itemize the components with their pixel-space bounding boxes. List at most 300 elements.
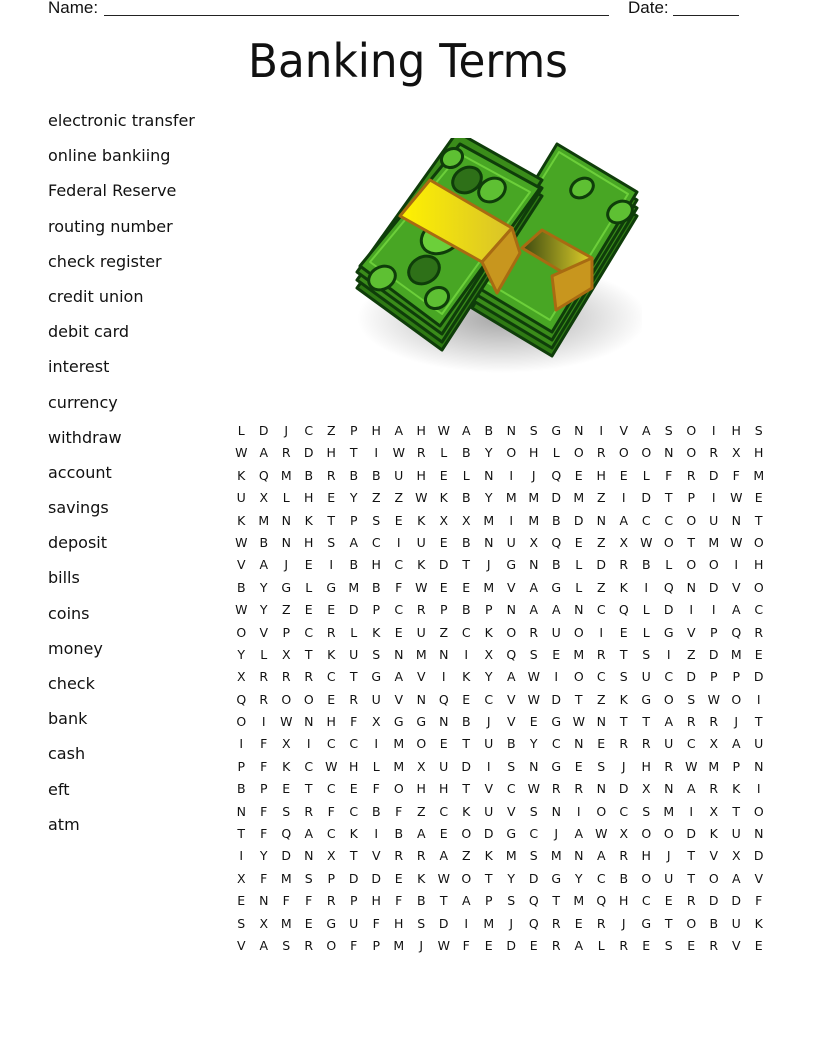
grid-cell[interactable]: K (619, 579, 628, 595)
grid-cell[interactable]: Z (596, 534, 606, 550)
grid-cell[interactable]: X (326, 848, 336, 864)
grid-cell[interactable]: B (416, 893, 426, 909)
grid-cell[interactable]: I (621, 490, 626, 506)
grid-cell[interactable]: E (327, 602, 336, 618)
grid-cell[interactable]: P (349, 423, 358, 438)
grid-cell[interactable]: C (394, 602, 404, 618)
grid-cell[interactable]: I (576, 803, 581, 819)
grid-cell[interactable]: N (281, 512, 291, 528)
grid-cell[interactable]: D (753, 669, 764, 685)
grid-cell[interactable]: R (664, 758, 674, 774)
grid-cell[interactable]: C (596, 602, 606, 618)
grid-cell[interactable]: S (529, 803, 538, 819)
grid-cell[interactable]: S (507, 758, 516, 774)
grid-cell[interactable]: H (349, 758, 359, 774)
grid-cell[interactable]: I (239, 848, 244, 864)
grid-cell[interactable]: B (236, 579, 246, 595)
grid-cell[interactable]: O (686, 423, 697, 438)
grid-cell[interactable]: B (484, 423, 494, 438)
grid-cell[interactable]: H (754, 557, 764, 573)
grid-cell[interactable]: R (619, 557, 629, 573)
grid-cell[interactable]: L (372, 758, 380, 774)
grid-cell[interactable]: N (281, 534, 291, 550)
grid-cell[interactable]: X (416, 758, 426, 774)
grid-cell[interactable]: N (506, 602, 516, 618)
grid-cell[interactable]: Y (484, 669, 493, 685)
grid-cell[interactable]: U (371, 691, 381, 707)
grid-cell[interactable]: M (573, 646, 585, 662)
grid-cell[interactable]: V (506, 803, 516, 819)
grid-cell[interactable]: P (732, 758, 741, 774)
grid-cell[interactable]: O (708, 870, 719, 886)
grid-cell[interactable]: F (350, 937, 358, 953)
grid-cell[interactable]: C (304, 624, 314, 640)
grid-cell[interactable]: A (259, 937, 269, 953)
grid-cell[interactable]: W (527, 781, 540, 797)
grid-cell[interactable]: U (439, 758, 449, 774)
grid-cell[interactable]: A (394, 423, 404, 438)
grid-cell[interactable]: D (438, 915, 449, 931)
grid-cell[interactable]: T (462, 781, 471, 797)
grid-cell[interactable]: U (551, 624, 561, 640)
grid-cell[interactable]: K (462, 669, 471, 685)
grid-cell[interactable]: F (665, 467, 673, 483)
grid-cell[interactable]: N (754, 826, 764, 842)
grid-cell[interactable]: H (529, 445, 539, 461)
grid-cell[interactable]: Y (349, 490, 358, 506)
grid-cell[interactable]: I (599, 423, 604, 438)
grid-cell[interactable]: R (619, 848, 629, 864)
grid-cell[interactable]: O (461, 826, 472, 842)
grid-cell[interactable]: J (284, 423, 289, 438)
grid-cell[interactable]: A (619, 512, 629, 528)
grid-cell[interactable]: A (461, 423, 471, 438)
grid-cell[interactable]: M (505, 848, 517, 864)
grid-cell[interactable]: M (663, 803, 675, 819)
grid-cell[interactable]: Q (618, 602, 629, 618)
grid-cell[interactable]: N (731, 512, 741, 528)
grid-cell[interactable]: X (259, 915, 269, 931)
grid-cell[interactable]: I (554, 669, 559, 685)
grid-cell[interactable]: O (753, 534, 764, 550)
grid-cell[interactable]: W (437, 423, 450, 438)
grid-cell[interactable]: S (372, 646, 381, 662)
grid-cell[interactable]: D (596, 557, 607, 573)
grid-cell[interactable]: D (483, 826, 494, 842)
grid-cell[interactable]: N (236, 803, 246, 819)
grid-cell[interactable]: H (641, 758, 651, 774)
grid-cell[interactable]: G (506, 557, 517, 573)
grid-cell[interactable]: M (708, 758, 720, 774)
grid-cell[interactable]: U (349, 915, 359, 931)
grid-cell[interactable]: D (753, 848, 764, 864)
grid-cell[interactable]: F (260, 758, 268, 774)
grid-cell[interactable]: I (374, 445, 379, 461)
grid-cell[interactable]: R (281, 445, 291, 461)
grid-cell[interactable]: Z (326, 423, 336, 438)
grid-cell[interactable]: L (597, 937, 605, 953)
grid-cell[interactable]: N (596, 714, 606, 730)
grid-cell[interactable]: T (619, 646, 628, 662)
grid-cell[interactable]: X (439, 512, 449, 528)
grid-cell[interactable]: S (664, 937, 673, 953)
grid-cell[interactable]: G (416, 714, 427, 730)
grid-cell[interactable]: I (239, 736, 244, 752)
grid-cell[interactable]: A (461, 893, 471, 909)
grid-cell[interactable]: O (393, 781, 404, 797)
grid-cell[interactable]: I (374, 736, 379, 752)
grid-cell[interactable]: T (439, 893, 448, 909)
grid-cell[interactable]: P (237, 758, 246, 774)
grid-cell[interactable]: U (416, 624, 426, 640)
grid-cell[interactable]: Q (506, 646, 517, 662)
grid-cell[interactable]: U (664, 736, 674, 752)
grid-cell[interactable]: I (711, 490, 716, 506)
grid-cell[interactable]: A (529, 579, 539, 595)
grid-cell[interactable]: O (236, 624, 247, 640)
grid-cell[interactable]: O (506, 445, 517, 461)
grid-cell[interactable]: M (528, 512, 540, 528)
grid-cell[interactable]: C (596, 870, 606, 886)
grid-cell[interactable]: M (528, 490, 540, 506)
grid-cell[interactable]: D (641, 490, 652, 506)
grid-cell[interactable]: G (641, 915, 652, 931)
grid-cell[interactable]: W (235, 534, 248, 550)
grid-cell[interactable]: R (259, 669, 269, 685)
grid-cell[interactable]: H (394, 915, 404, 931)
grid-cell[interactable]: G (551, 423, 562, 438)
grid-cell[interactable]: C (349, 736, 359, 752)
grid-cell[interactable]: D (461, 758, 472, 774)
grid-cell[interactable]: B (641, 557, 651, 573)
grid-cell[interactable]: U (394, 467, 404, 483)
grid-cell[interactable]: S (642, 803, 651, 819)
grid-cell[interactable]: C (506, 781, 516, 797)
grid-cell[interactable]: O (303, 691, 314, 707)
grid-cell[interactable]: D (686, 669, 697, 685)
grid-cell[interactable]: M (280, 467, 292, 483)
grid-cell[interactable]: C (529, 826, 539, 842)
grid-cell[interactable]: D (663, 602, 674, 618)
grid-cell[interactable]: N (304, 714, 314, 730)
grid-cell[interactable]: B (371, 579, 381, 595)
grid-cell[interactable]: V (686, 624, 696, 640)
grid-cell[interactable]: Z (394, 490, 404, 506)
grid-cell[interactable]: I (306, 736, 311, 752)
grid-cell[interactable]: M (280, 915, 292, 931)
grid-cell[interactable]: T (349, 445, 358, 461)
grid-cell[interactable]: M (393, 736, 405, 752)
grid-cell[interactable]: R (304, 803, 314, 819)
grid-cell[interactable]: B (394, 826, 404, 842)
grid-cell[interactable]: Y (259, 848, 268, 864)
grid-cell[interactable]: N (484, 534, 494, 550)
grid-cell[interactable]: I (644, 579, 649, 595)
grid-cell[interactable]: E (304, 915, 313, 931)
grid-cell[interactable]: E (754, 646, 763, 662)
grid-cell[interactable]: C (349, 803, 359, 819)
grid-cell[interactable]: G (506, 826, 517, 842)
grid-cell[interactable]: F (260, 870, 268, 886)
grid-cell[interactable]: E (574, 915, 583, 931)
grid-cell[interactable]: F (732, 467, 740, 483)
grid-cell[interactable]: N (416, 691, 426, 707)
grid-cell[interactable]: O (708, 557, 719, 573)
grid-cell[interactable]: D (371, 870, 382, 886)
grid-cell[interactable]: O (641, 870, 652, 886)
grid-cell[interactable]: R (416, 848, 426, 864)
grid-cell[interactable]: E (439, 736, 448, 752)
grid-cell[interactable]: S (327, 534, 336, 550)
grid-cell[interactable]: U (416, 534, 426, 550)
grid-cell[interactable]: Z (439, 624, 449, 640)
grid-cell[interactable]: X (619, 534, 629, 550)
grid-cell[interactable]: H (326, 714, 336, 730)
grid-cell[interactable]: H (416, 781, 426, 797)
grid-cell[interactable]: G (551, 870, 562, 886)
grid-cell[interactable]: P (327, 870, 336, 886)
grid-cell[interactable]: O (461, 870, 472, 886)
grid-cell[interactable]: Y (237, 646, 246, 662)
grid-cell[interactable]: P (709, 669, 718, 685)
grid-cell[interactable]: O (663, 534, 674, 550)
grid-cell[interactable]: S (282, 937, 291, 953)
grid-cell[interactable]: E (304, 557, 313, 573)
grid-cell[interactable]: E (754, 937, 763, 953)
grid-cell[interactable]: O (326, 937, 337, 953)
grid-cell[interactable]: X (709, 803, 719, 819)
grid-cell[interactable]: L (350, 624, 358, 640)
grid-cell[interactable]: H (731, 423, 741, 438)
grid-cell[interactable]: G (663, 624, 674, 640)
grid-cell[interactable]: R (596, 915, 606, 931)
grid-cell[interactable]: A (506, 669, 516, 685)
grid-cell[interactable]: Q (596, 893, 607, 909)
grid-cell[interactable]: W (415, 579, 428, 595)
grid-cell[interactable]: T (754, 512, 763, 528)
grid-cell[interactable]: A (259, 445, 269, 461)
grid-cell[interactable]: Y (529, 736, 538, 752)
grid-cell[interactable]: J (531, 467, 536, 483)
grid-cell[interactable]: S (529, 646, 538, 662)
grid-cell[interactable]: E (642, 937, 651, 953)
grid-cell[interactable]: R (619, 736, 629, 752)
grid-cell[interactable]: B (551, 512, 561, 528)
grid-cell[interactable]: A (439, 848, 449, 864)
grid-cell[interactable]: T (664, 490, 673, 506)
grid-cell[interactable]: R (596, 445, 606, 461)
grid-cell[interactable]: C (551, 736, 561, 752)
grid-cell[interactable]: C (641, 893, 651, 909)
grid-cell[interactable]: W (685, 758, 698, 774)
grid-cell[interactable]: R (686, 893, 696, 909)
grid-cell[interactable]: R (304, 937, 314, 953)
grid-cell[interactable]: V (731, 579, 741, 595)
grid-cell[interactable]: Y (484, 445, 493, 461)
grid-cell[interactable]: C (326, 736, 336, 752)
grid-cell[interactable]: E (597, 736, 606, 752)
grid-cell[interactable]: B (371, 467, 381, 483)
grid-cell[interactable]: V (709, 848, 719, 864)
grid-cell[interactable]: M (393, 758, 405, 774)
grid-cell[interactable]: I (666, 646, 671, 662)
grid-cell[interactable]: E (552, 646, 561, 662)
grid-cell[interactable]: F (372, 781, 380, 797)
grid-cell[interactable]: I (509, 512, 514, 528)
grid-cell[interactable]: A (574, 826, 584, 842)
grid-cell[interactable]: A (394, 669, 404, 685)
grid-cell[interactable]: T (349, 848, 358, 864)
grid-cell[interactable]: N (529, 758, 539, 774)
grid-cell[interactable]: O (506, 624, 517, 640)
grid-cell[interactable]: T (462, 557, 471, 573)
grid-cell[interactable]: F (395, 893, 403, 909)
grid-cell[interactable]: R (416, 602, 426, 618)
grid-cell[interactable]: K (372, 624, 381, 640)
grid-cell[interactable]: Z (461, 848, 471, 864)
grid-cell[interactable]: O (641, 826, 652, 842)
grid-cell[interactable]: R (754, 624, 764, 640)
grid-cell[interactable]: P (484, 893, 493, 909)
grid-cell[interactable]: Y (574, 870, 583, 886)
grid-cell[interactable]: L (642, 602, 650, 618)
grid-cell[interactable]: I (734, 557, 739, 573)
grid-cell[interactable]: V (506, 714, 516, 730)
grid-cell[interactable]: L (552, 445, 560, 461)
grid-cell[interactable]: M (708, 534, 720, 550)
grid-cell[interactable]: G (551, 714, 562, 730)
grid-cell[interactable]: I (509, 467, 514, 483)
grid-cell[interactable]: R (619, 937, 629, 953)
grid-cell[interactable]: T (552, 893, 561, 909)
grid-cell[interactable]: P (349, 512, 358, 528)
grid-cell[interactable]: H (596, 467, 606, 483)
grid-cell[interactable]: O (596, 803, 607, 819)
grid-cell[interactable]: M (505, 490, 517, 506)
grid-cell[interactable]: X (236, 870, 246, 886)
grid-cell[interactable]: P (732, 669, 741, 685)
grid-cell[interactable]: E (619, 624, 628, 640)
grid-cell[interactable]: N (574, 736, 584, 752)
grid-cell[interactable]: E (664, 893, 673, 909)
grid-cell[interactable]: N (394, 646, 404, 662)
grid-cell[interactable]: V (259, 624, 269, 640)
grid-cell[interactable]: X (731, 848, 741, 864)
grid-cell[interactable]: B (506, 736, 516, 752)
grid-cell[interactable]: A (664, 714, 674, 730)
grid-cell[interactable]: S (282, 803, 291, 819)
grid-cell[interactable]: F (260, 826, 268, 842)
grid-cell[interactable]: I (711, 602, 716, 618)
grid-cell[interactable]: X (259, 490, 269, 506)
grid-cell[interactable]: T (687, 848, 696, 864)
grid-cell[interactable]: V (506, 691, 516, 707)
grid-cell[interactable]: L (440, 445, 448, 461)
grid-cell[interactable]: X (709, 736, 719, 752)
grid-cell[interactable]: T (574, 691, 583, 707)
grid-cell[interactable]: W (235, 445, 248, 461)
grid-cell[interactable]: I (374, 826, 379, 842)
grid-cell[interactable]: S (372, 512, 381, 528)
grid-cell[interactable]: Q (528, 893, 539, 909)
grid-cell[interactable]: V (236, 557, 246, 573)
grid-cell[interactable]: I (261, 714, 266, 730)
grid-cell[interactable]: C (596, 669, 606, 685)
grid-cell[interactable]: E (237, 893, 246, 909)
grid-cell[interactable]: B (349, 557, 359, 573)
grid-cell[interactable]: B (461, 602, 471, 618)
grid-cell[interactable]: F (327, 803, 335, 819)
grid-cell[interactable]: C (484, 691, 494, 707)
grid-cell[interactable]: K (237, 467, 246, 483)
grid-cell[interactable]: N (596, 512, 606, 528)
grid-cell[interactable]: A (349, 534, 359, 550)
grid-cell[interactable]: H (641, 848, 651, 864)
grid-cell[interactable]: D (281, 848, 292, 864)
grid-cell[interactable]: L (462, 467, 470, 483)
grid-cell[interactable]: W (392, 445, 405, 461)
grid-cell[interactable]: Q (551, 534, 562, 550)
grid-cell[interactable]: W (527, 691, 540, 707)
grid-cell[interactable]: A (529, 602, 539, 618)
grid-cell[interactable]: M (393, 937, 405, 953)
grid-cell[interactable]: T (687, 870, 696, 886)
grid-cell[interactable]: R (551, 781, 561, 797)
grid-cell[interactable]: C (304, 423, 314, 438)
grid-cell[interactable]: F (260, 736, 268, 752)
grid-cell[interactable]: E (304, 602, 313, 618)
grid-cell[interactable]: Z (686, 646, 696, 662)
grid-cell[interactable]: P (349, 893, 358, 909)
grid-cell[interactable]: R (686, 467, 696, 483)
grid-cell[interactable]: N (551, 803, 561, 819)
grid-cell[interactable]: M (573, 490, 585, 506)
grid-cell[interactable]: S (597, 758, 606, 774)
grid-cell[interactable]: X (461, 512, 471, 528)
grid-cell[interactable]: C (664, 512, 674, 528)
grid-cell[interactable]: C (326, 669, 336, 685)
grid-cell[interactable]: K (439, 490, 448, 506)
grid-cell[interactable]: C (664, 669, 674, 685)
grid-cell[interactable]: E (462, 691, 471, 707)
grid-cell[interactable]: I (464, 915, 469, 931)
grid-cell[interactable]: O (686, 512, 697, 528)
grid-cell[interactable]: S (529, 848, 538, 864)
grid-cell[interactable]: L (305, 579, 313, 595)
grid-cell[interactable]: R (326, 624, 336, 640)
grid-cell[interactable]: H (619, 893, 629, 909)
grid-cell[interactable]: A (304, 826, 314, 842)
grid-cell[interactable]: P (439, 602, 448, 618)
grid-cell[interactable]: U (236, 490, 246, 506)
grid-cell[interactable]: N (596, 781, 606, 797)
grid-cell[interactable]: J (486, 714, 491, 730)
grid-cell[interactable]: B (304, 467, 314, 483)
grid-cell[interactable]: N (664, 781, 674, 797)
grid-cell[interactable]: Z (596, 579, 606, 595)
grid-cell[interactable]: K (754, 915, 763, 931)
grid-cell[interactable]: E (462, 579, 471, 595)
grid-cell[interactable]: W (595, 826, 608, 842)
grid-cell[interactable]: W (730, 490, 743, 506)
grid-cell[interactable]: H (304, 490, 314, 506)
grid-cell[interactable]: N (574, 848, 584, 864)
grid-cell[interactable]: U (731, 826, 741, 842)
grid-cell[interactable]: B (551, 557, 561, 573)
grid-cell[interactable]: R (416, 445, 426, 461)
grid-cell[interactable]: K (462, 803, 471, 819)
grid-cell[interactable]: J (486, 557, 491, 573)
